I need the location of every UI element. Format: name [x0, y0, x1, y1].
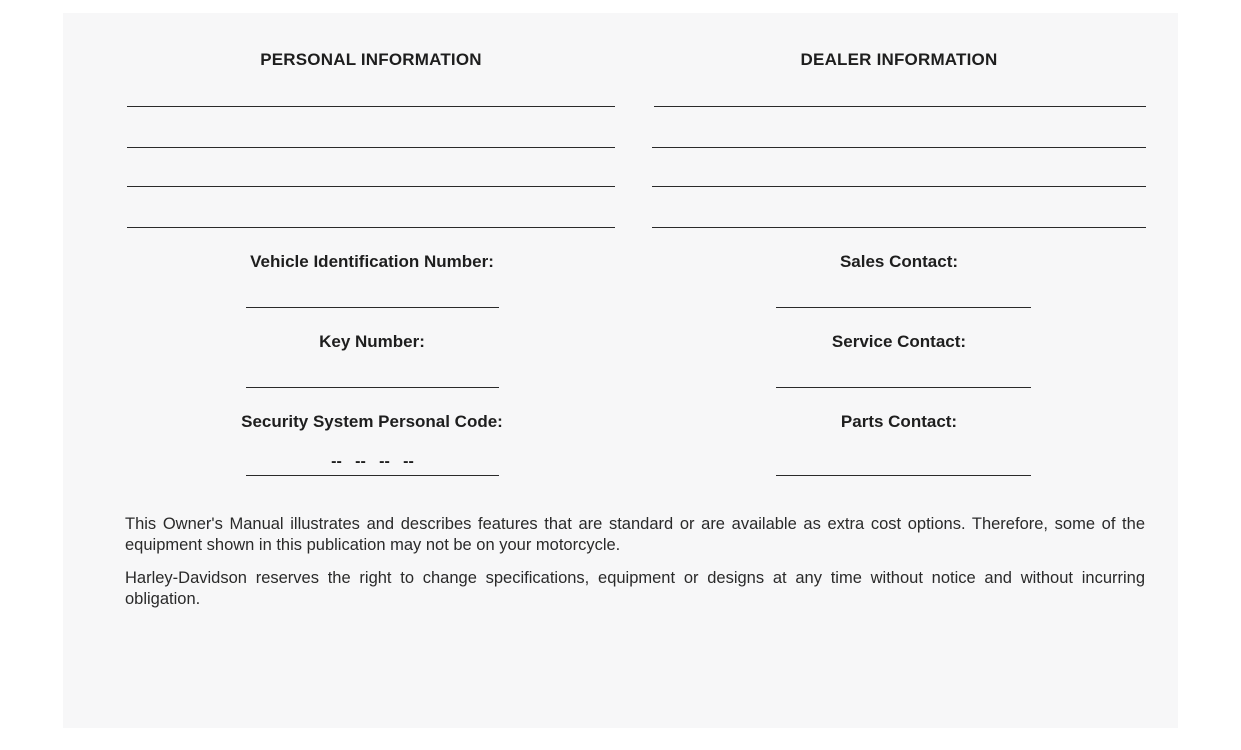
- dealer-info-line-1[interactable]: [654, 106, 1146, 107]
- parts-contact-line[interactable]: [776, 475, 1031, 476]
- service-contact-label: Service Contact:: [831, 332, 967, 351]
- vin-label: Vehicle Identification Number:: [250, 252, 494, 271]
- document-page: [63, 13, 1178, 728]
- parts-contact-label: Parts Contact:: [840, 412, 958, 431]
- security-code-placeholder: -- -- -- --: [331, 453, 414, 470]
- key-number-label: Key Number:: [319, 332, 425, 351]
- dealer-info-line-3[interactable]: [652, 186, 1146, 187]
- personal-info-line-2[interactable]: [127, 147, 615, 148]
- dealer-info-line-2[interactable]: [652, 147, 1146, 148]
- personal-info-line-1[interactable]: [127, 106, 615, 107]
- vin-line[interactable]: [246, 307, 499, 308]
- equipment-disclaimer: This Owner's Manual illustrates and describes features that are standard or are available as extra cost options. Therefore, some of the equipment shown in this publication may not be on your motorcycle.: [125, 515, 1145, 554]
- specifications-disclaimer: Harley-Davidson reserves the right to change specifications, equipment or designs at any time without notice and without incurring obligation.: [125, 569, 1145, 608]
- key-number-line[interactable]: [246, 387, 499, 388]
- dealer-information-heading: DEALER INFORMATION: [800, 50, 998, 69]
- service-contact-line[interactable]: [776, 387, 1031, 388]
- personal-info-line-4[interactable]: [127, 227, 615, 228]
- personal-information-heading: PERSONAL INFORMATION: [260, 50, 482, 69]
- security-code-line[interactable]: [246, 475, 499, 476]
- dealer-info-line-4[interactable]: [652, 227, 1146, 228]
- sales-contact-label: Sales Contact:: [839, 252, 959, 271]
- personal-info-line-3[interactable]: [127, 186, 615, 187]
- sales-contact-line[interactable]: [776, 307, 1031, 308]
- security-code-label: Security System Personal Code:: [241, 412, 503, 431]
